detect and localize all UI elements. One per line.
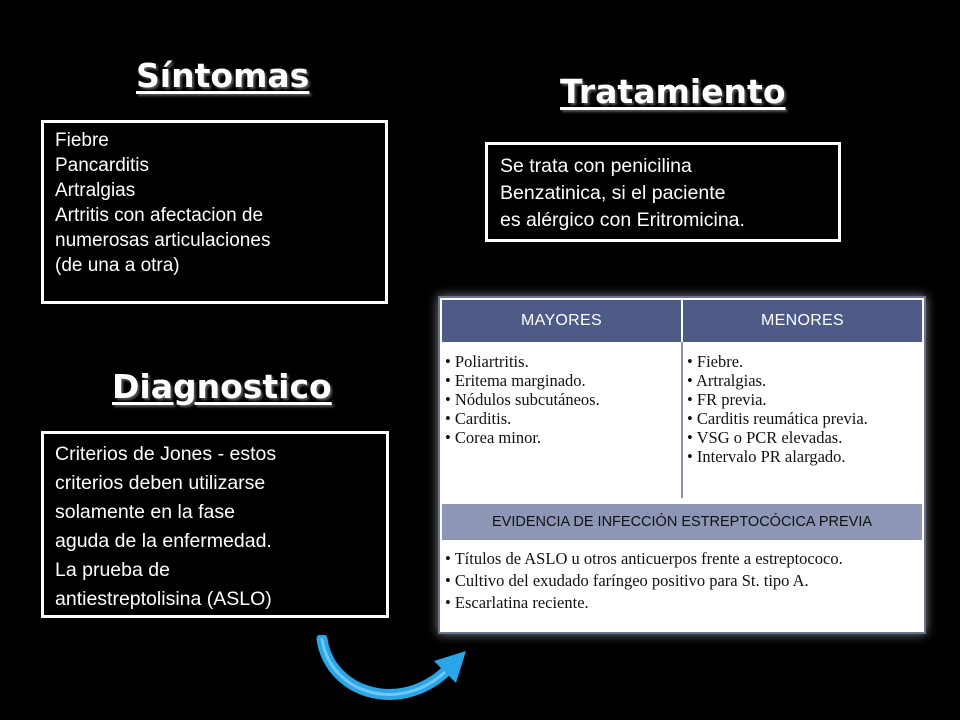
sintomas-item: (de una a otra) (55, 255, 180, 276)
diagnostico-line: Criterios de Jones - estos (55, 443, 277, 465)
list-item: • Carditis reumática previa. (687, 409, 868, 428)
curved-arrow-icon (310, 635, 470, 715)
table-header-row (442, 300, 922, 342)
diagnostico-line: antiestreptolisina (ASLO) (55, 588, 272, 610)
column-divider (681, 342, 683, 498)
list-item: • Nódulos subcutáneos. (445, 390, 600, 409)
mayores-list (445, 352, 600, 447)
sintomas-item: Artritis con afectacion de (55, 205, 264, 226)
list-item: • Títulos de ASLO u otros anticuerpos frente a estreptococo. (445, 549, 843, 568)
mayores-header: MAYORES (521, 312, 602, 329)
evidence-list (445, 548, 843, 614)
sintomas-heading: Síntomas (136, 56, 310, 95)
diagnostico-line: La prueba de (55, 559, 170, 581)
list-item: • Escarlatina reciente. (445, 593, 589, 612)
tratamiento-line: es alérgico con Eritromicina. (500, 209, 745, 231)
diagnostico-line: solamente en la fase (55, 501, 235, 523)
list-item: • Carditis. (445, 409, 512, 428)
diagnostico-line: criterios deben utilizarse (55, 472, 266, 494)
diagnostico-box (41, 431, 389, 618)
sintomas-item: numerosas articulaciones (55, 230, 271, 251)
tratamiento-box (485, 142, 841, 242)
jones-criteria-table (438, 296, 926, 634)
diagnostico-heading: Diagnostico (112, 367, 332, 406)
sintomas-item: Fiebre (55, 130, 109, 151)
sintomas-item: Artralgias (55, 180, 136, 201)
list-item: • Intervalo PR alargado. (687, 447, 846, 466)
diagnostico-line: aguda de la enfermedad. (55, 530, 272, 552)
list-item: • Fiebre. (687, 352, 744, 371)
menores-list (687, 352, 868, 466)
list-item: • Artralgias. (687, 371, 767, 390)
sintomas-box (41, 120, 388, 304)
list-item: • Poliartritis. (445, 352, 529, 371)
tratamiento-line: Se trata con penicilina (500, 155, 692, 177)
menores-header: MENORES (681, 300, 922, 342)
list-item: • Eritema marginado. (445, 371, 586, 390)
tratamiento-heading: Tratamiento (560, 72, 786, 111)
list-item: • VSG o PCR elevadas. (687, 428, 843, 447)
tratamiento-line: Benzatinica, si el paciente (500, 182, 726, 204)
list-item: • Cultivo del exudado faríngeo positivo para St. tipo A. (445, 571, 809, 590)
sintomas-item: Pancarditis (55, 155, 149, 176)
list-item: • Corea minor. (445, 428, 542, 447)
evidence-header: EVIDENCIA DE INFECCIÓN ESTREPTOCÓCICA PREVIA (442, 504, 922, 540)
list-item: • FR previa. (687, 390, 767, 409)
